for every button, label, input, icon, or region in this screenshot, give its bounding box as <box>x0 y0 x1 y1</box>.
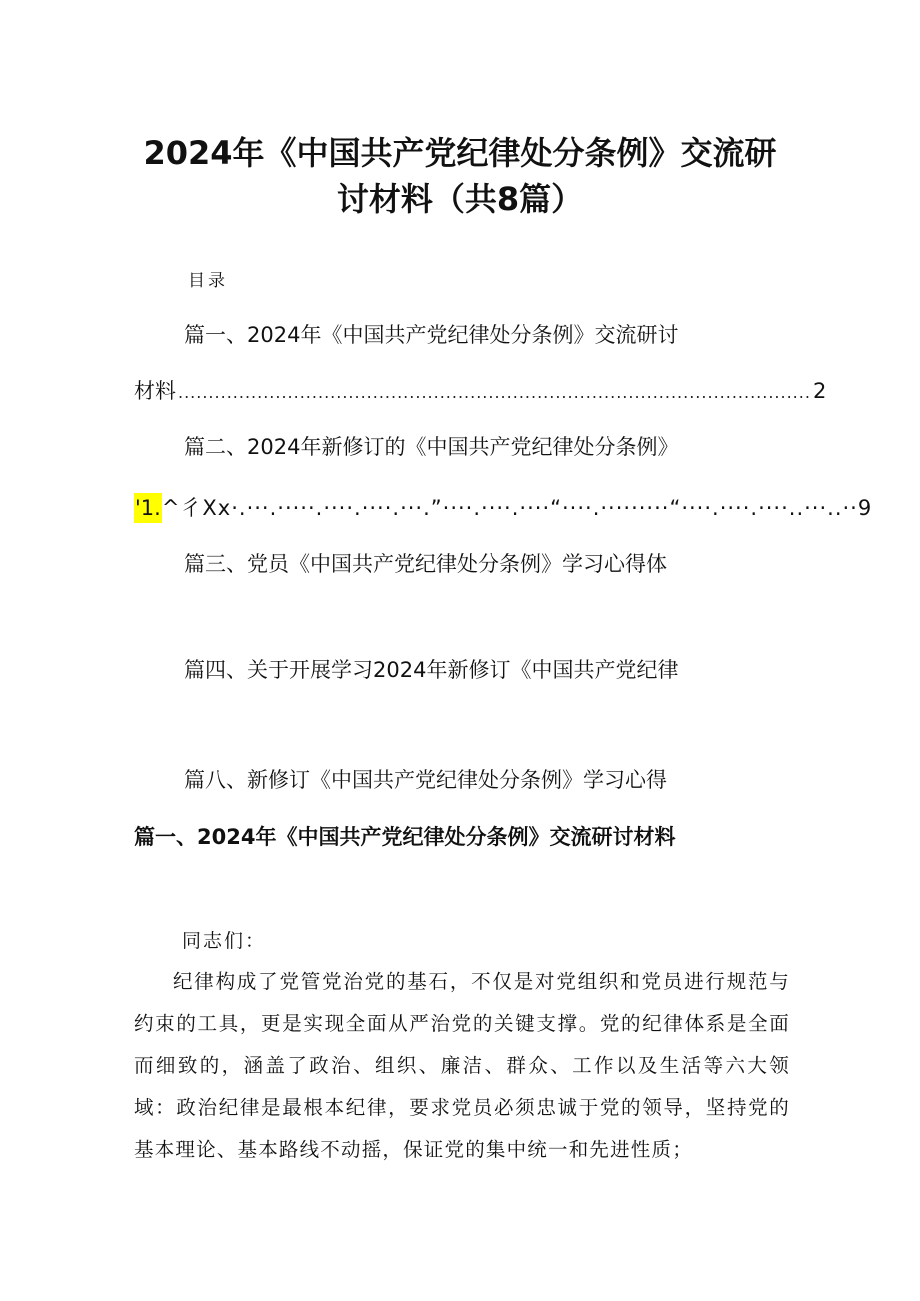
garbled-leader-text: ^彳Xx·.···.·····.····.····.···.”····.····.····“····.·········“····.····.····..···..·· <box>161 496 858 520</box>
toc-leader-dots: ........................................................................................................ <box>178 383 811 402</box>
greeting: 同志们： <box>182 930 267 952</box>
toc-entry-2[interactable]: 篇二、2024年新修订的《中国共产党纪律处分条例》 <box>184 435 679 459</box>
toc-entry-1-continued[interactable] <box>134 376 827 408</box>
toc-entry-2-continued[interactable] <box>134 493 872 523</box>
toc-entry-4[interactable]: 篇四、关于开展学习2024年新修订《中国共产党纪律 <box>184 658 679 682</box>
highlighted-text: '1. <box>134 493 162 523</box>
toc-label: 目录 <box>188 271 228 291</box>
toc-page-number: 9 <box>857 496 872 520</box>
toc-entry-1-tail: 材料 <box>134 379 176 403</box>
section-heading: 篇一、2024年《中国共产党纪律处分条例》交流研讨材料 <box>134 825 676 849</box>
body-paragraph: 纪律构成了党管党治党的基石，不仅是对党组织和党员进行规范与约束的工具，更是实现全面从严治党的关键支撑。党的纪律体系是全面而细致的，涵盖了政治、组织、廉洁、群众、工作以及生活等六大领域：政治纪律是最根本纪律，要求党员必须忠诚于党的领导，坚持党的基本理论、基本路线不动摇，保证党的集中统一和先进性质； <box>134 970 790 1161</box>
document-title-line2: 讨材料（共8篇） <box>336 180 584 218</box>
document-title <box>110 130 810 222</box>
toc-page-number: 2 <box>812 379 827 403</box>
toc-entry-1[interactable]: 篇一、2024年《中国共产党纪律处分条例》交流研讨 <box>184 323 679 347</box>
document-title-line1: 2024年《中国共产党纪律处分条例》交流研 <box>143 134 777 172</box>
toc-entry-8[interactable]: 篇八、新修订《中国共产党纪律处分条例》学习心得 <box>184 768 667 792</box>
toc-entry-3[interactable]: 篇三、党员《中国共产党纪律处分条例》学习心得体 <box>184 552 667 576</box>
